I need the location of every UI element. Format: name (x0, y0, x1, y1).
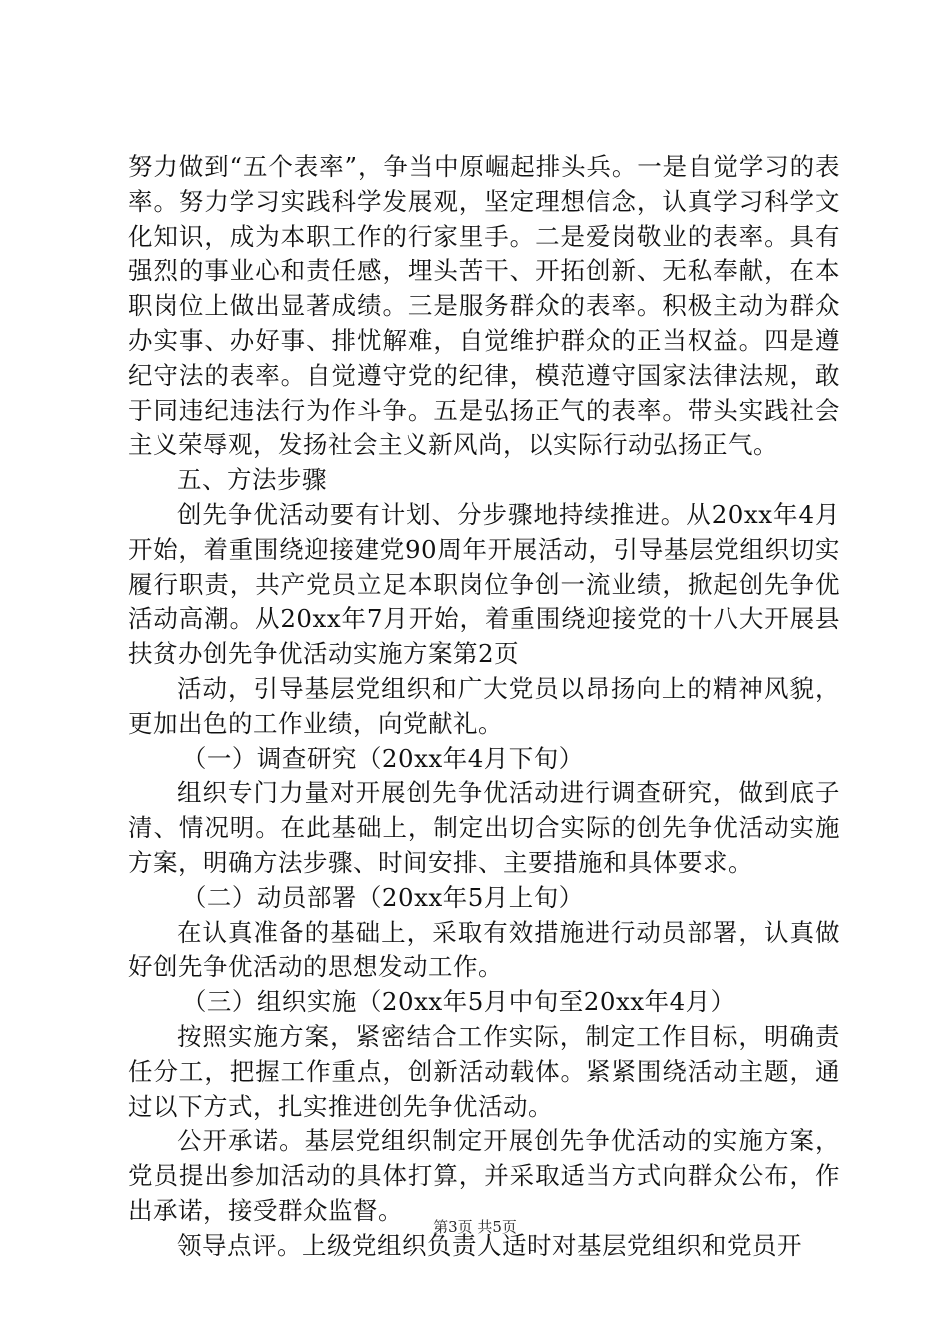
paragraph-schedule: 创先争优活动要有计划、分步骤地持续推进。从20xx年4月开始，着重围绕迎接建党90周年开展活动，引导基层党组织切实履行职责，共产党员立足本职岗位争创一流业绩，掀起创先争优活动高潮。从20xx年7月开始，着重围绕迎接党的十八大开展县扶贫办创先争优活动实施方案第2页 (128, 499, 840, 669)
paragraph-leader-review: 领导点评。上级党组织负责人适时对基层党组织和党员开 (177, 1230, 802, 1260)
paragraph-activity: 活动，引导基层党组织和广大党员以昂扬向上的精神风貌，更加出色的工作业绩，向党献礼。 (128, 673, 840, 738)
section-heading-methods: 五、方法步骤 (177, 465, 327, 495)
page-footer: 第3页 共5页 (433, 1218, 517, 1236)
paragraph-mobilization: 在认真准备的基础上，采取有效措施进行动员部署，认真做好创先争优活动的思想发动工作。 (128, 917, 840, 982)
subheading-implementation: （三）组织实施（20xx年5月中旬至20xx年4月） (181, 987, 736, 1017)
subheading-research: （一）调查研究（20xx年4月下旬） (181, 743, 584, 773)
paragraph-implementation: 按照实施方案，紧密结合工作实际，制定工作目标，明确责任分工，把握工作重点，创新活动载体。紧紧围绕活动主题，通过以下方式，扎实推进创先争优活动。 (128, 1021, 840, 1121)
document-body (128, 150, 840, 1264)
subheading-mobilization: （二）动员部署（20xx年5月上旬） (181, 882, 584, 912)
paragraph-research: 组织专门力量对开展创先争优活动进行调查研究，做到底子清、情况明。在此基础上，制定出切合实际的创先争优活动实施方案，明确方法步骤、时间安排、主要措施和具体要求。 (128, 778, 840, 877)
paragraph-five-exemplars: 努力做到“五个表率”，争当中原崛起排头兵。一是自觉学习的表率。努力学习实践科学发展观，坚定理想信念，认真学习科学文化知识，成为本职工作的行家里手。二是爱岗敬业的表率。具有强烈的事业心和责任感，埋头苦干、开拓创新、无私奉献，在本职岗位上做出显著成绩。三是服务群众的表率。积极主动为群众办实事、办好事、排忧解难，自觉维护群众的正当权益。四是遵纪守法的表率。自觉遵守党的纪律，模范遵守国家法律法规，敢于同违纪违法行为作斗争。五是弘扬正气的表率。带头实践社会主义荣辱观，发扬社会主义新风尚，以实际行动弘扬正气。 (128, 152, 840, 460)
paragraph-public-commitment: 公开承诺。基层党组织制定开展创先争优活动的实施方案，党员提出参加活动的具体打算，并采取适当方式向群众公布，作出承诺，接受群众监督。 (128, 1126, 840, 1225)
